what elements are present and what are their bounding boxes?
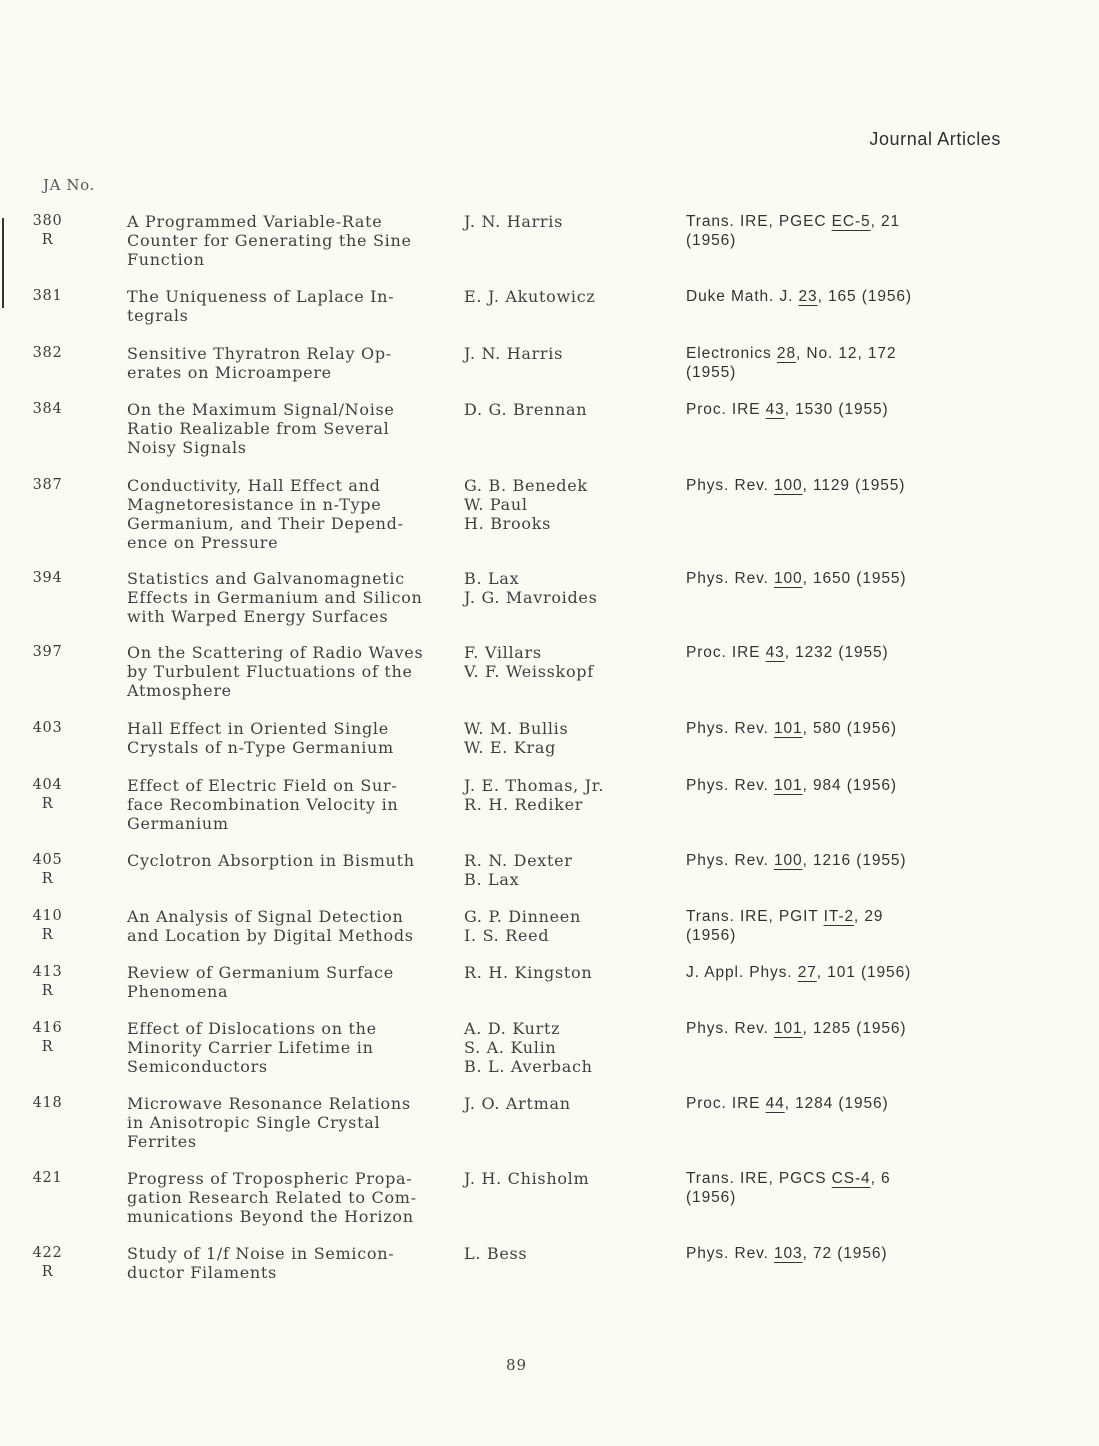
journal-volume: 27	[797, 964, 817, 981]
article-citation	[686, 907, 986, 963]
article-title: An Analysis of Signal Detection and Location by Digital Methods	[127, 907, 414, 945]
article-authors: R. H. Kingston	[464, 963, 593, 982]
article-citation	[686, 776, 986, 851]
citation-details: , 1284 (1956)	[784, 1095, 889, 1112]
citation-details: , 21 (1956)	[686, 213, 901, 249]
article-citation	[686, 287, 986, 344]
article-citation	[686, 1094, 986, 1169]
citation-details: , 101 (1956)	[816, 964, 912, 981]
journal-volume: 100	[774, 852, 803, 869]
ja-number-column-label: JA No.	[43, 176, 95, 194]
article-title: On the Maximum Signal/Noise Ratio Realizable from Several Noisy Signals	[127, 400, 395, 457]
ja-number: 421	[32, 1170, 63, 1186]
journal-article-list	[0, 212, 1099, 1300]
citation-details: , 29 (1956)	[686, 908, 884, 944]
journal-volume: 43	[765, 644, 785, 661]
page-number: 89	[505, 1356, 528, 1374]
article-authors: D. G. Brennan	[464, 400, 588, 419]
journal-name: Proc. IRE	[686, 644, 766, 661]
citation-details: , 72 (1956)	[802, 1245, 888, 1262]
article-citation	[686, 643, 986, 719]
journal-name: Phys. Rev.	[686, 1020, 774, 1037]
ja-number: 410 R	[32, 908, 63, 943]
article-title: Microwave Resonance Relations in Anisotropic Single Crystal Ferrites	[127, 1094, 411, 1151]
article-authors: R. N. Dexter B. Lax	[464, 851, 573, 889]
journal-volume: 101	[774, 777, 803, 794]
journal-article-entry	[0, 287, 1099, 344]
journal-volume: 101	[774, 1020, 803, 1037]
ja-number: 387	[32, 477, 63, 493]
journal-article-entry	[0, 212, 1099, 287]
article-title: Effect of Dislocations on the Minority Carrier Lifetime in Semiconductors	[127, 1019, 377, 1076]
journal-volume: 100	[774, 570, 803, 587]
article-citation	[686, 963, 986, 1019]
journal-volume: IT-2	[823, 908, 854, 925]
ja-number: 394	[32, 570, 63, 586]
journal-volume: 44	[765, 1095, 785, 1112]
article-title: Effect of Electric Field on Sur- face Recombination Velocity in Germanium	[127, 776, 399, 833]
journal-volume: 101	[774, 720, 803, 737]
journal-article-entry	[0, 1019, 1099, 1094]
article-authors: B. Lax J. G. Mavroides	[464, 569, 598, 607]
ja-number: 404 R	[32, 777, 63, 812]
ja-number: 422 R	[32, 1245, 63, 1280]
article-citation	[686, 344, 986, 400]
journal-article-entry	[0, 963, 1099, 1019]
journal-name: Duke Math. J.	[686, 288, 799, 305]
journal-name: Electronics	[686, 345, 777, 362]
citation-details: , 1216 (1955)	[802, 852, 907, 869]
article-title: Hall Effect in Oriented Single Crystals of n-Type Germanium	[127, 719, 394, 757]
ja-number: 384	[32, 401, 63, 417]
journal-volume: 100	[774, 477, 803, 494]
journal-name: Proc. IRE	[686, 1095, 766, 1112]
article-citation	[686, 212, 986, 287]
article-title: On the Scattering of Radio Waves by Turbulent Fluctuations of the Atmosphere	[127, 643, 424, 700]
ja-number: 405 R	[32, 852, 63, 887]
article-citation	[686, 569, 986, 643]
citation-details: , 1650 (1955)	[802, 570, 907, 587]
article-title: Study of 1/f Noise in Semicon- ductor Filaments	[127, 1244, 395, 1282]
article-citation	[686, 476, 986, 569]
journal-name: Phys. Rev.	[686, 852, 774, 869]
citation-details: , No. 12, 172 (1955)	[686, 345, 897, 381]
ja-number: 381	[32, 288, 63, 304]
article-authors: J. O. Artman	[464, 1094, 571, 1113]
journal-article-entry	[0, 776, 1099, 851]
article-authors: J. N. Harris	[464, 344, 564, 363]
ja-number: 382	[32, 345, 63, 361]
article-title: Progress of Tropospheric Propa- gation Research Related to Com- munications Beyond the Horizon	[127, 1169, 417, 1226]
journal-article-entry	[0, 344, 1099, 400]
article-authors: E. J. Akutowicz	[464, 287, 596, 306]
journal-name: Phys. Rev.	[686, 720, 774, 737]
citation-details: , 1232 (1955)	[784, 644, 889, 661]
ja-number: 380 R	[32, 213, 63, 248]
article-citation	[686, 400, 986, 476]
citation-details: , 1285 (1956)	[802, 1020, 907, 1037]
article-authors: J. N. Harris	[464, 212, 564, 231]
article-title: Sensitive Thyratron Relay Op- erates on Microampere	[127, 344, 392, 382]
article-authors: J. E. Thomas, Jr. R. H. Rediker	[464, 776, 605, 814]
article-authors: G. B. Benedek W. Paul H. Brooks	[464, 476, 588, 533]
article-title: A Programmed Variable-Rate Counter for Generating the Sine Function	[127, 212, 412, 269]
ja-number: 397	[32, 644, 63, 660]
citation-details: , 6 (1956)	[686, 1170, 891, 1206]
article-title: Cyclotron Absorption in Bismuth	[127, 851, 415, 870]
journal-article-entry	[0, 1244, 1099, 1300]
journal-name: Phys. Rev.	[686, 777, 774, 794]
article-citation	[686, 719, 986, 776]
article-citation	[686, 851, 986, 907]
article-citation	[686, 1169, 986, 1244]
journal-article-entry	[0, 476, 1099, 569]
journal-article-entry	[0, 569, 1099, 643]
article-authors: J. H. Chisholm	[464, 1169, 590, 1188]
journal-volume: 103	[774, 1245, 803, 1262]
article-citation	[686, 1244, 986, 1300]
article-title: Statistics and Galvanomagnetic Effects in Germanium and Silicon with Warped Energy Surfaces	[127, 569, 423, 626]
article-authors: W. M. Bullis W. E. Krag	[464, 719, 569, 757]
journal-volume: CS-4	[831, 1170, 871, 1187]
article-title: The Uniqueness of Laplace In- tegrals	[127, 287, 395, 325]
article-authors: L. Bess	[464, 1244, 528, 1263]
journal-name: Trans. IRE, PGEC	[686, 213, 832, 230]
article-title: Review of Germanium Surface Phenomena	[127, 963, 394, 1001]
journal-name: Phys. Rev.	[686, 1245, 774, 1262]
article-authors: F. Villars V. F. Weisskopf	[464, 643, 594, 681]
journal-article-entry	[0, 400, 1099, 476]
citation-details: , 580 (1956)	[802, 720, 897, 737]
ja-number: 403	[32, 720, 63, 736]
article-title: Conductivity, Hall Effect and Magnetoresistance in n-Type Germanium, and Their Depend- ence on Pressure	[127, 476, 404, 552]
journal-volume: 43	[765, 401, 785, 418]
journal-name: Trans. IRE, PGCS	[686, 1170, 832, 1187]
citation-details: , 1129 (1955)	[802, 477, 906, 494]
journal-article-entry	[0, 907, 1099, 963]
ja-number: 418	[32, 1095, 63, 1111]
journal-volume: EC-5	[831, 213, 871, 230]
journal-name: Proc. IRE	[686, 401, 766, 418]
section-title: Journal Articles	[869, 129, 1001, 149]
article-authors: A. D. Kurtz S. A. Kulin B. L. Averbach	[464, 1019, 593, 1076]
journal-article-entry	[0, 643, 1099, 719]
article-authors: G. P. Dinneen I. S. Reed	[464, 907, 581, 945]
article-citation	[686, 1019, 986, 1094]
journal-name: J. Appl. Phys.	[686, 964, 798, 981]
journal-article-entry	[0, 851, 1099, 907]
journal-article-entry	[0, 1094, 1099, 1169]
journal-volume: 23	[798, 288, 818, 305]
journal-volume: 28	[776, 345, 796, 362]
journal-name: Phys. Rev.	[686, 570, 774, 587]
journal-article-entry	[0, 719, 1099, 776]
citation-details: , 984 (1956)	[802, 777, 897, 794]
ja-number: 413 R	[32, 964, 63, 999]
citation-details: , 1530 (1955)	[784, 401, 889, 418]
journal-name: Phys. Rev.	[686, 477, 774, 494]
ja-number: 416 R	[32, 1020, 63, 1055]
citation-details: , 165 (1956)	[817, 288, 912, 305]
journal-article-entry	[0, 1169, 1099, 1244]
journal-name: Trans. IRE, PGIT	[686, 908, 824, 925]
